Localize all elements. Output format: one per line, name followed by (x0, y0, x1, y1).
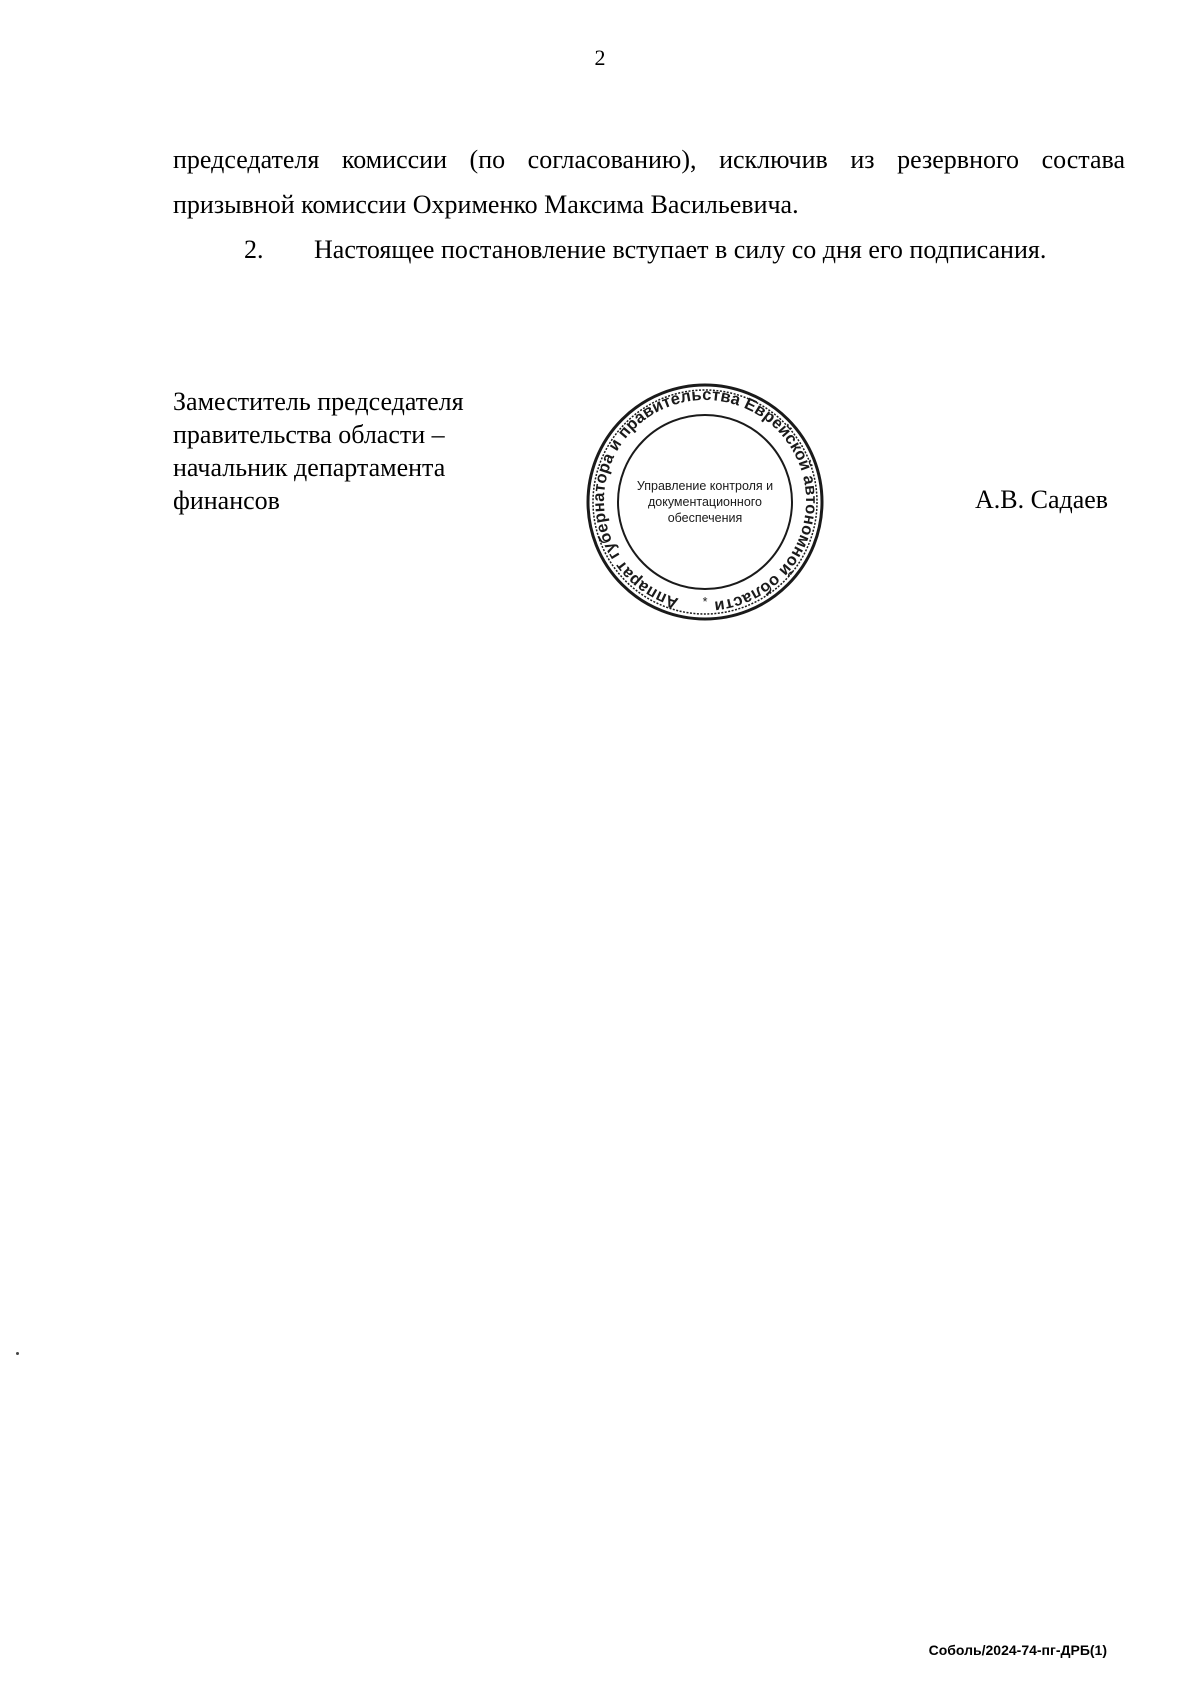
numbered-paragraph (173, 227, 1125, 272)
signatory-position-line: финансов (173, 486, 280, 515)
page-number: 2 (594, 45, 606, 70)
seal-inner-line: Управление контроля и (636, 479, 774, 493)
signatory-position-line: правительства области – (173, 420, 445, 449)
document-body (173, 137, 1125, 272)
seal-inner-line: обеспечения (667, 511, 743, 525)
signatory-position-line: начальник департамента (173, 453, 446, 482)
seal-star: * (702, 595, 708, 609)
seal-inner-line: документационного (647, 495, 763, 509)
signatory-name: А.В. Садаев (975, 485, 1109, 514)
seal-graphic (585, 382, 825, 622)
seal-outer-text: Аппарат губернатора и правительства Еврейской автономной области (589, 385, 821, 616)
paragraph-text: Настоящее постановление вступает в силу со дня его подписания. (314, 235, 1047, 264)
document-code: Соболь/2024-74-пг-ДРБ(1) (928, 1642, 1107, 1658)
scan-dot (16, 1352, 19, 1355)
paragraph-continuation: председателя комиссии (по согласованию), исключив из резервного состава призывной комиссии Охрименко Максима Васильевича. (173, 145, 1125, 219)
signatory-position (173, 385, 533, 517)
signatory-position-line: Заместитель председателя (173, 387, 464, 416)
official-seal (585, 382, 825, 622)
paragraph-number: 2. (244, 235, 264, 264)
